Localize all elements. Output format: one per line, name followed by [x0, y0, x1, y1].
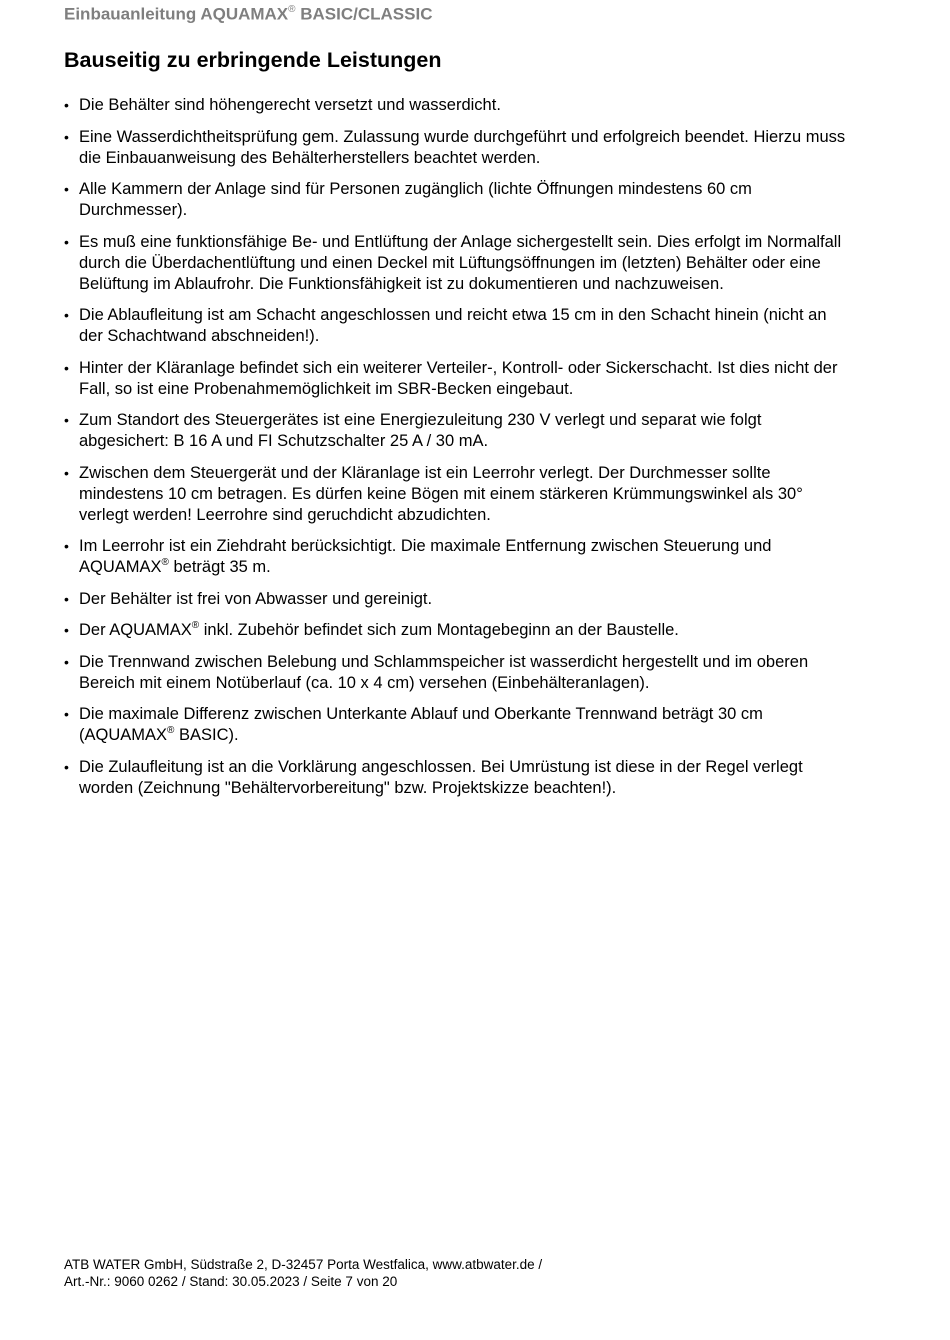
list-item — [64, 757, 854, 799]
bullet-icon: • — [64, 706, 69, 722]
bullet-icon: • — [64, 653, 69, 670]
list-item — [64, 95, 854, 116]
list-item — [64, 620, 854, 641]
bullet-icon: • — [64, 307, 69, 323]
bullet-icon: • — [64, 538, 69, 554]
registered-mark: ® — [167, 724, 175, 736]
list-item — [64, 305, 854, 347]
list-item-text: Die Ablaufleitung ist am Schacht angeschlossen und reicht etwa 15 cm in den Schacht hinein (nicht an der Schachtwand abschneiden!). — [79, 306, 827, 345]
list-item-text: Im Leerrohr ist ein Ziehdraht berücksichtigt. Die maximale Entfernung zwischen Steuerung und AQUAMAX — [79, 537, 772, 576]
page-footer — [64, 1256, 542, 1290]
list-item-text-tail: beträgt 35 m. — [168, 558, 271, 576]
bullet-icon: • — [64, 233, 69, 250]
list-item-text: Die Zulaufleitung ist an die Vorklärung angeschlossen. Bei Umrüstung ist diese in der Regel verlegt worden (Zeichnung "Behältervorbereitung" bzw. Projektskizze beachten!). — [79, 757, 803, 797]
section-title: Bauseitig zu erbringende Leistungen — [64, 48, 442, 72]
registered-mark: ® — [191, 619, 200, 631]
bullet-icon: • — [64, 590, 69, 607]
list-item-text: Eine Wasserdichtheitsprüfung gem. Zulassung wurde durchgeführt und erfolgreich beendet. Hierzu muss die Einbauanweisung des Behälterherstellers beachtet werden. — [79, 127, 846, 167]
header-subtitle: BASIC/CLASSIC — [295, 4, 433, 24]
bullet-icon: • — [64, 622, 69, 638]
registered-mark: ® — [288, 4, 296, 15]
bullet-icon: • — [64, 464, 69, 481]
list-item-text: Der AQUAMAX — [79, 621, 192, 639]
page-header — [64, 0, 433, 26]
list-item — [64, 704, 854, 746]
list-item-text: Die maximale Differenz zwischen Unterkante Ablauf und Oberkante Trennwand beträgt 30 cm (AQUAMAX — [79, 705, 763, 744]
list-item-text: Die Behälter sind höhengerecht versetzt und wasserdicht. — [79, 96, 501, 114]
list-item — [64, 232, 854, 295]
bullet-icon: • — [64, 758, 69, 775]
list-item-text: Zum Standort des Steuergerätes ist eine Energiezuleitung 230 V verlegt und separat wie folgt abgesichert: B 16 A und FI Schutzschalter 25 A / 30 mA. — [79, 411, 762, 450]
list-item-text: Die Trennwand zwischen Belebung und Schlammspeicher ist wasserdicht hergestellt und im oberen Bereich mit einem Notüberlauf (ca. 10 x 4 cm) versehen (Einbehälteranlagen). — [79, 652, 809, 692]
list-item-text: Es muß eine funktionsfähige Be- und Entlüftung der Anlage sichergestellt sein. Dies erfolgt im Normalfall durch die Überdachentlüftung und einen Deckel mit Lüftungsöffnungen im (letzten) Behälter oder eine Belüftung im Ablaufrohr. Die Funktionsfähigkeit ist zu dokumentieren und nachzuweisen. — [79, 232, 842, 293]
list-item — [64, 358, 854, 400]
list-item — [64, 589, 854, 610]
bullet-icon: • — [64, 97, 69, 113]
list-item — [64, 652, 854, 694]
list-item — [64, 536, 854, 578]
requirements-list — [64, 95, 854, 809]
list-item-text: Hinter der Kläranlage befindet sich ein weiterer Verteiler-, Kontroll- oder Sickerschacht. Ist dies nicht der Fall, so ist eine Probenahmemöglichkeit im SBR-Becken eingebaut. — [79, 358, 838, 398]
list-item-text: Alle Kammern der Anlage sind für Personen zugänglich (lichte Öffnungen mindestens 60 cm Durchmesser). — [79, 180, 752, 219]
bullet-icon: • — [64, 412, 69, 428]
list-item — [64, 410, 854, 452]
bullet-icon: • — [64, 181, 69, 197]
header-title: Einbauanleitung AQUAMAX — [64, 4, 289, 24]
list-item-text-tail: BASIC). — [174, 726, 239, 744]
list-item-text: Zwischen dem Steuergerät und der Kläranlage ist ein Leerrohr verlegt. Der Durchmesser sollte mindestens 10 cm betragen. Es dürfen keine Bögen mit einem stärkeren Krümmungswinkel als 30° verlegt werden! Leerrohre sind geruchdicht abzudichten. — [79, 463, 803, 524]
registered-mark: ® — [161, 556, 169, 568]
footer-document-info: Art.-Nr.: 9060 0262 / Stand: 30.05.2023 / Seite 7 von 20 — [64, 1274, 398, 1289]
bullet-icon: • — [64, 128, 69, 145]
list-item-text-tail: inkl. Zubehör befindet sich zum Montagebeginn an der Baustelle. — [199, 621, 679, 639]
bullet-icon: • — [64, 359, 69, 376]
list-item — [64, 127, 854, 169]
list-item — [64, 463, 854, 526]
footer-company-line: ATB WATER GmbH, Südstraße 2, D-32457 Porta Westfalica, www.atbwater.de / — [64, 1257, 543, 1272]
list-item — [64, 179, 854, 221]
list-item-text: Der Behälter ist frei von Abwasser und gereinigt. — [79, 589, 433, 608]
